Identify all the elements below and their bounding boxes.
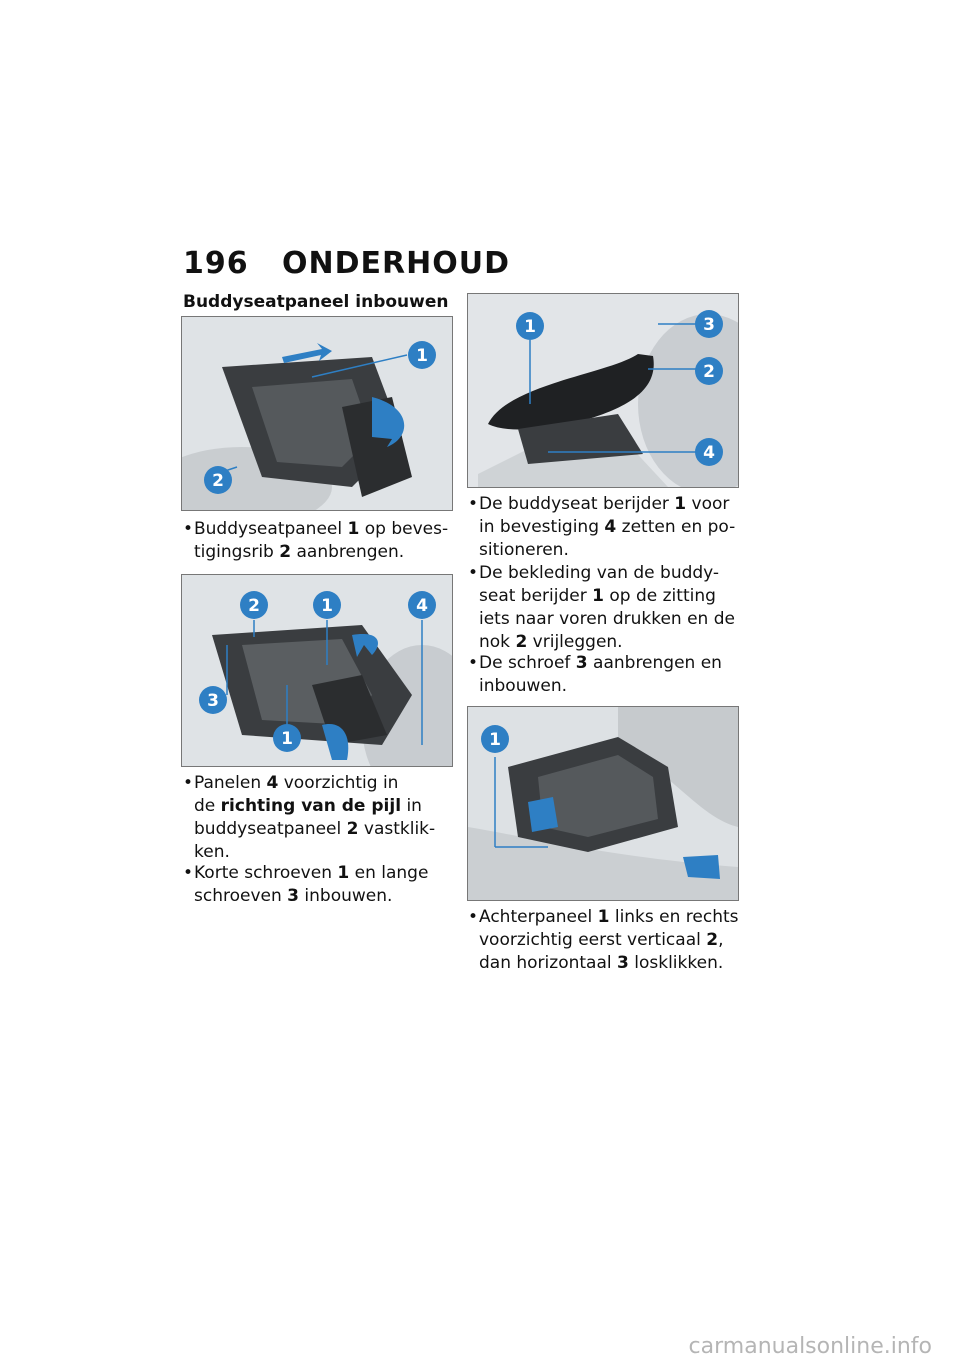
step-right-2: • De bekleding van de buddy- seat berijder 1 op de zitting iets naar voren drukken en de nok 2 vrijleggen. [468,563,735,652]
callout-2 [695,357,723,385]
svg-text:1: 1 [281,729,293,749]
svg-text:1: 1 [524,317,536,337]
figure-1 [181,316,453,511]
step-right-4: • Achterpaneel 1 links en rechts voorzichtig eerst verticaal 2, dan horizontaal 3 losklikken. [468,907,739,973]
bullet-icon: • [183,519,194,539]
bullet-icon: • [468,907,479,927]
step-right-3: • De schroef 3 aanbrengen en inbouwen. [468,653,722,696]
callout-4 [695,438,723,466]
bullet-icon: • [183,773,194,793]
svg-text:1: 1 [489,730,501,750]
callout-3 [199,686,227,714]
watermark: carmanualsonline.info [688,1334,932,1359]
callout-1-lower [273,724,301,752]
page-number: 196 [183,246,249,281]
callout-1 [516,312,544,340]
callout-3 [695,310,723,338]
figure-2 [181,574,453,767]
svg-text:1: 1 [321,596,333,616]
step-right-1: • De buddyseat berijder 1 voor in bevestiging 4 zetten en po- sitioneren. [468,494,736,560]
svg-text:1: 1 [416,346,428,366]
svg-text:3: 3 [207,691,219,711]
bullet-icon: • [468,653,479,673]
bullet-icon: • [468,563,479,583]
svg-text:4: 4 [416,596,428,616]
callout-2 [240,591,268,619]
svg-text:4: 4 [703,443,715,463]
callout-1 [408,341,436,369]
callout-1 [481,725,509,753]
step-left-3: • Korte schroeven 1 en lange schroeven 3 inbouwen. [183,863,429,906]
step-left-1: • Buddyseatpaneel 1 op beves- tigingsrib 2 aanbrengen. [183,519,449,562]
bullet-icon: • [468,494,479,514]
svg-text:2: 2 [212,471,224,491]
section-title: Buddyseatpaneel inbouwen [183,292,449,312]
bullet-icon: • [183,863,194,883]
chapter-title: ONDERHOUD [282,246,510,281]
callout-2 [204,466,232,494]
svg-text:2: 2 [703,362,715,382]
figure-4 [467,706,739,901]
callout-4 [408,591,436,619]
figure-3 [467,293,739,488]
svg-text:2: 2 [248,596,260,616]
svg-text:3: 3 [703,315,715,335]
callout-1 [313,591,341,619]
step-left-2: • Panelen 4 voorzichtig in de richting van de pijl in buddyseatpaneel 2 vastklik- ken. [183,773,436,862]
